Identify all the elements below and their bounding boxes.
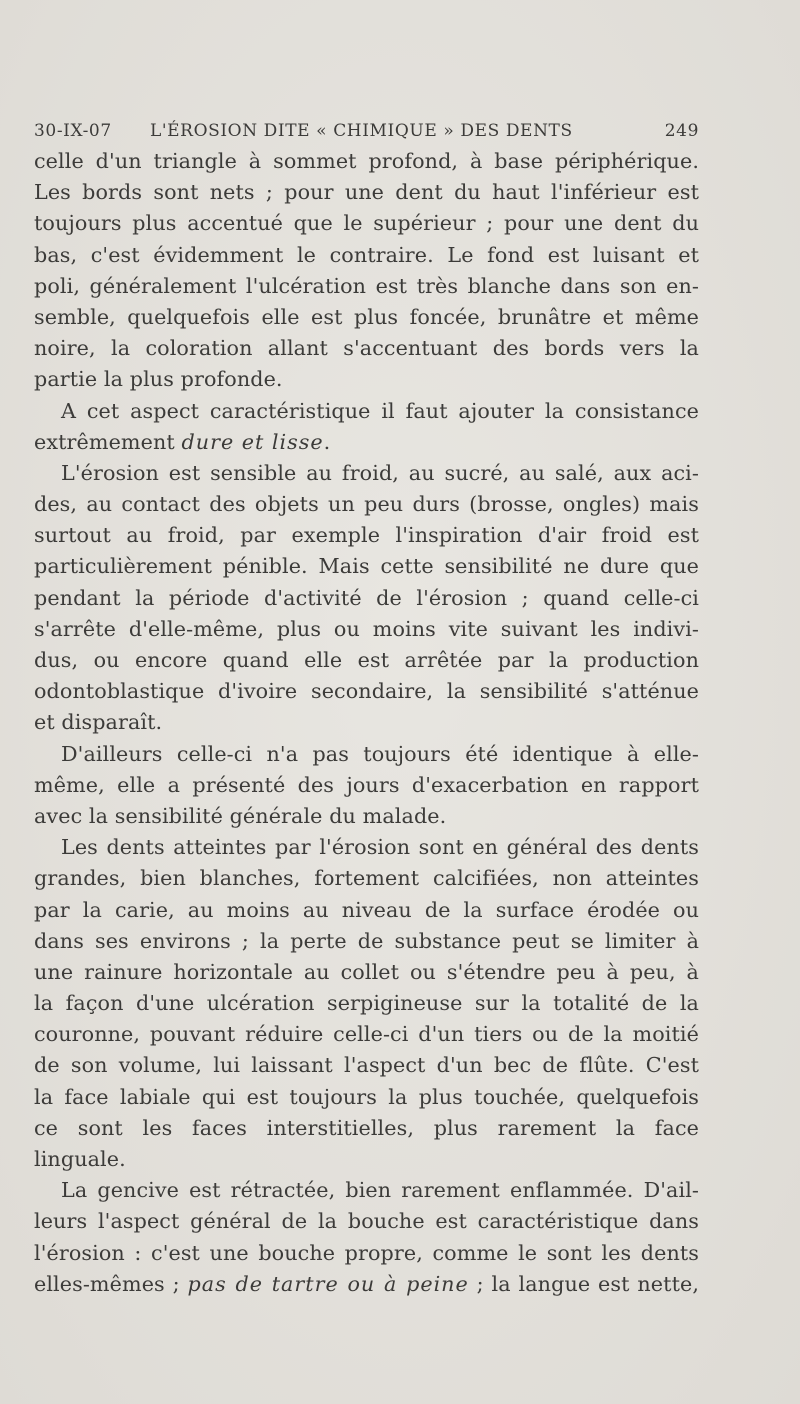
text-line: semble, quelquefois elle est plus foncée, brunâtre et même <box>34 304 699 329</box>
text-line: odontoblastique d'ivoire secondaire, la sensibilité s'atténue <box>34 679 699 704</box>
running-head <box>34 116 699 146</box>
italic-phrase: dure et lisse <box>181 429 324 454</box>
text-segment: elles-mêmes ; <box>34 1271 188 1296</box>
text-segment: . <box>323 429 331 454</box>
text-line <box>34 427 699 458</box>
text-line: noire, la coloration allant s'accentuant des bords vers la <box>34 336 699 361</box>
text-line: une rainure horizontale au collet ou s'étendre peu à peu, à <box>34 959 699 984</box>
text-line: l'érosion : c'est une bouche propre, comme le sont les dents <box>34 1240 699 1265</box>
text-line: des, au contact des objets un peu durs (brosse, ongles) mais <box>34 492 699 517</box>
text-line: grandes, bien blanches, fortement calcifiées, non atteintes <box>34 866 699 891</box>
text-line: pendant la période d'activité de l'érosion ; quand celle-ci <box>34 585 699 610</box>
text-line: avec la sensibilité générale du malade. <box>34 803 447 828</box>
book-page <box>34 116 699 1300</box>
text-line <box>34 1269 699 1300</box>
page-number: 249 <box>664 121 699 141</box>
text-line: A cet aspect caractéristique il faut ajouter la consistance <box>61 398 699 423</box>
text-line: par la carie, au moins au niveau de la surface érodée ou <box>34 897 699 922</box>
text-line: leurs l'aspect général de la bouche est caractéristique dans <box>34 1209 699 1234</box>
text-line: linguale. <box>34 1147 126 1171</box>
text-line: s'arrête d'elle-même, plus ou moins vite suivant les indivi- <box>34 616 699 641</box>
text-line: surtout au froid, par exemple l'inspiration d'air froid est <box>34 523 699 548</box>
text-line: et disparaît. <box>34 710 163 735</box>
text-line: toujours plus accentué que le supérieur ; pour une dent du <box>34 211 699 236</box>
text-line: la façon d'une ulcération serpigineuse sur la totalité de la <box>34 991 699 1016</box>
text-line: partie la plus profonde. <box>34 367 283 392</box>
body-text <box>34 146 699 1300</box>
text-line: couronne, pouvant réduire celle-ci d'un tiers ou de la moitié <box>34 1022 699 1047</box>
text-line: la face labiale qui est toujours la plus touchée, quelquefois <box>34 1084 699 1109</box>
text-line: poli, généralement l'ulcération est très blanche dans son en- <box>34 273 699 298</box>
text-segment: ; la langue est nette, <box>468 1271 699 1296</box>
text-line: L'érosion est sensible au froid, au sucré, au salé, aux aci- <box>61 460 699 485</box>
text-line: dans ses environs ; la perte de substance peut se limiter à <box>34 928 699 953</box>
text-line: ce sont les faces interstitielles, plus rarement la face <box>34 1115 699 1140</box>
text-line: dus, ou encore quand elle est arrêtée par la production <box>34 648 699 672</box>
text-line: D'ailleurs celle-ci n'a pas toujours été identique à elle- <box>61 741 699 766</box>
running-head-date: 30-IX-07 <box>34 121 112 141</box>
text-line: de son volume, lui laissant l'aspect d'un bec de flûte. C'est <box>34 1053 699 1078</box>
text-line: même, elle a présenté des jours d'exacerbation en rapport <box>34 772 699 797</box>
text-line: Les bords sont nets ; pour une dent du haut l'inférieur est <box>34 180 699 205</box>
text-line: particulièrement pénible. Mais cette sensibilité ne dure que <box>34 554 699 579</box>
running-head-title: L'ÉROSION DITE « CHIMIQUE » DES DENTS <box>150 121 573 141</box>
text-line: bas, c'est évidemment le contraire. Le fond est luisant et <box>34 242 699 267</box>
text-line: Les dents atteintes par l'érosion sont en général des dents <box>61 835 699 860</box>
text-segment: extrêmement <box>34 429 182 454</box>
text-line: La gencive est rétractée, bien rarement enflammée. D'ail- <box>61 1178 699 1203</box>
text-line: celle d'un triangle à sommet profond, à base périphérique. <box>34 149 699 173</box>
italic-phrase: pas de tartre ou à peine <box>187 1271 469 1296</box>
